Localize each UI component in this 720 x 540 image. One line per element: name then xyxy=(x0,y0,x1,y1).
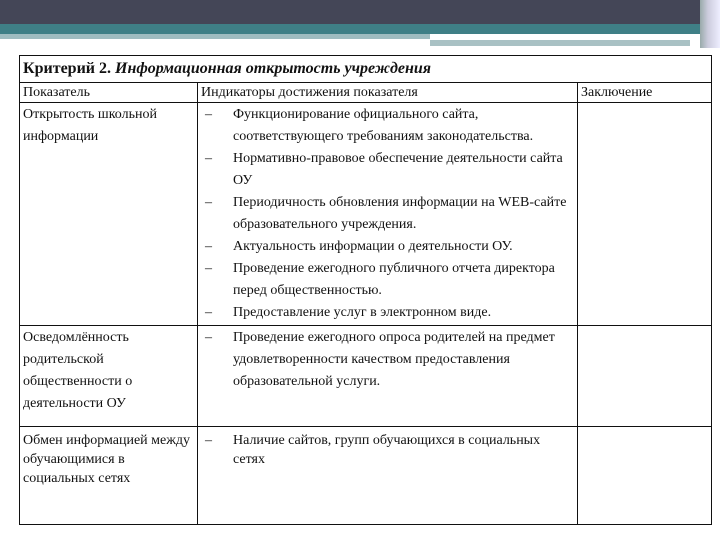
dash-bullet: – xyxy=(205,107,212,122)
title-prefix: Критерий 2. xyxy=(23,60,112,77)
dash-bullet: – xyxy=(205,433,212,448)
list-item xyxy=(201,431,574,469)
table-row xyxy=(20,103,712,326)
title-name: Информационная открытость учреждения xyxy=(115,60,432,77)
conclusion-cell[interactable] xyxy=(578,427,712,525)
item-text: Функционирование официального сайта, соответствующего требованиям законодательства. xyxy=(233,107,534,144)
items-cell xyxy=(198,427,578,525)
conclusion-cell[interactable] xyxy=(578,326,712,427)
header-indicator: Показатель xyxy=(20,83,198,103)
list-item xyxy=(201,236,574,258)
items-cell xyxy=(198,326,578,427)
accent-stripe-light xyxy=(0,34,430,39)
header-band xyxy=(0,0,720,24)
indicator-cell: Открытость школьной информации xyxy=(20,103,198,326)
dash-bullet: – xyxy=(205,330,212,345)
item-text: Проведение ежегодного опроса родителей на предмет удовлетворенности качеством предоставления образовательной услуги. xyxy=(233,330,555,389)
list-item xyxy=(201,258,574,302)
list-item xyxy=(201,327,574,393)
list-item xyxy=(201,192,574,236)
item-text: Предоставление услуг в электронном виде. xyxy=(233,305,492,320)
item-text: Проведение ежегодного публичного отчета директора перед общественностью. xyxy=(233,261,555,298)
indicator-cell: Обмен информацией между обучающимися в социальных сетях xyxy=(20,427,198,525)
list-item xyxy=(201,302,574,324)
item-text: Нормативно-правовое обеспечение деятельности сайта ОУ xyxy=(233,151,563,188)
decor-edge xyxy=(700,0,720,48)
table-row xyxy=(20,427,712,525)
item-text: Актуальность информации о деятельности ОУ. xyxy=(233,239,513,254)
list-item xyxy=(201,104,574,148)
header-conclusion: Заключение xyxy=(578,83,712,103)
conclusion-cell[interactable] xyxy=(578,103,712,326)
dash-bullet: – xyxy=(205,305,212,320)
item-text: Периодичность обновления информации на WEB-сайте образовательного учреждения. xyxy=(233,195,567,232)
accent-stripe-light-2 xyxy=(430,40,690,46)
table-title xyxy=(20,56,712,83)
table-row xyxy=(20,326,712,427)
indicator-cell: Осведомлённость родительской общественности о деятельности ОУ xyxy=(20,326,198,427)
dash-bullet: – xyxy=(205,151,212,166)
dash-bullet: – xyxy=(205,195,212,210)
item-text: Наличие сайтов, групп обучающихся в социальных сетях xyxy=(233,433,541,467)
criteria-table xyxy=(19,55,712,525)
header-row xyxy=(20,83,712,103)
list-item xyxy=(201,148,574,192)
accent-stripe xyxy=(0,24,720,34)
items-cell xyxy=(198,103,578,326)
dash-bullet: – xyxy=(205,239,212,254)
header-achievements: Индикаторы достижения показателя xyxy=(198,83,578,103)
dash-bullet: – xyxy=(205,261,212,276)
